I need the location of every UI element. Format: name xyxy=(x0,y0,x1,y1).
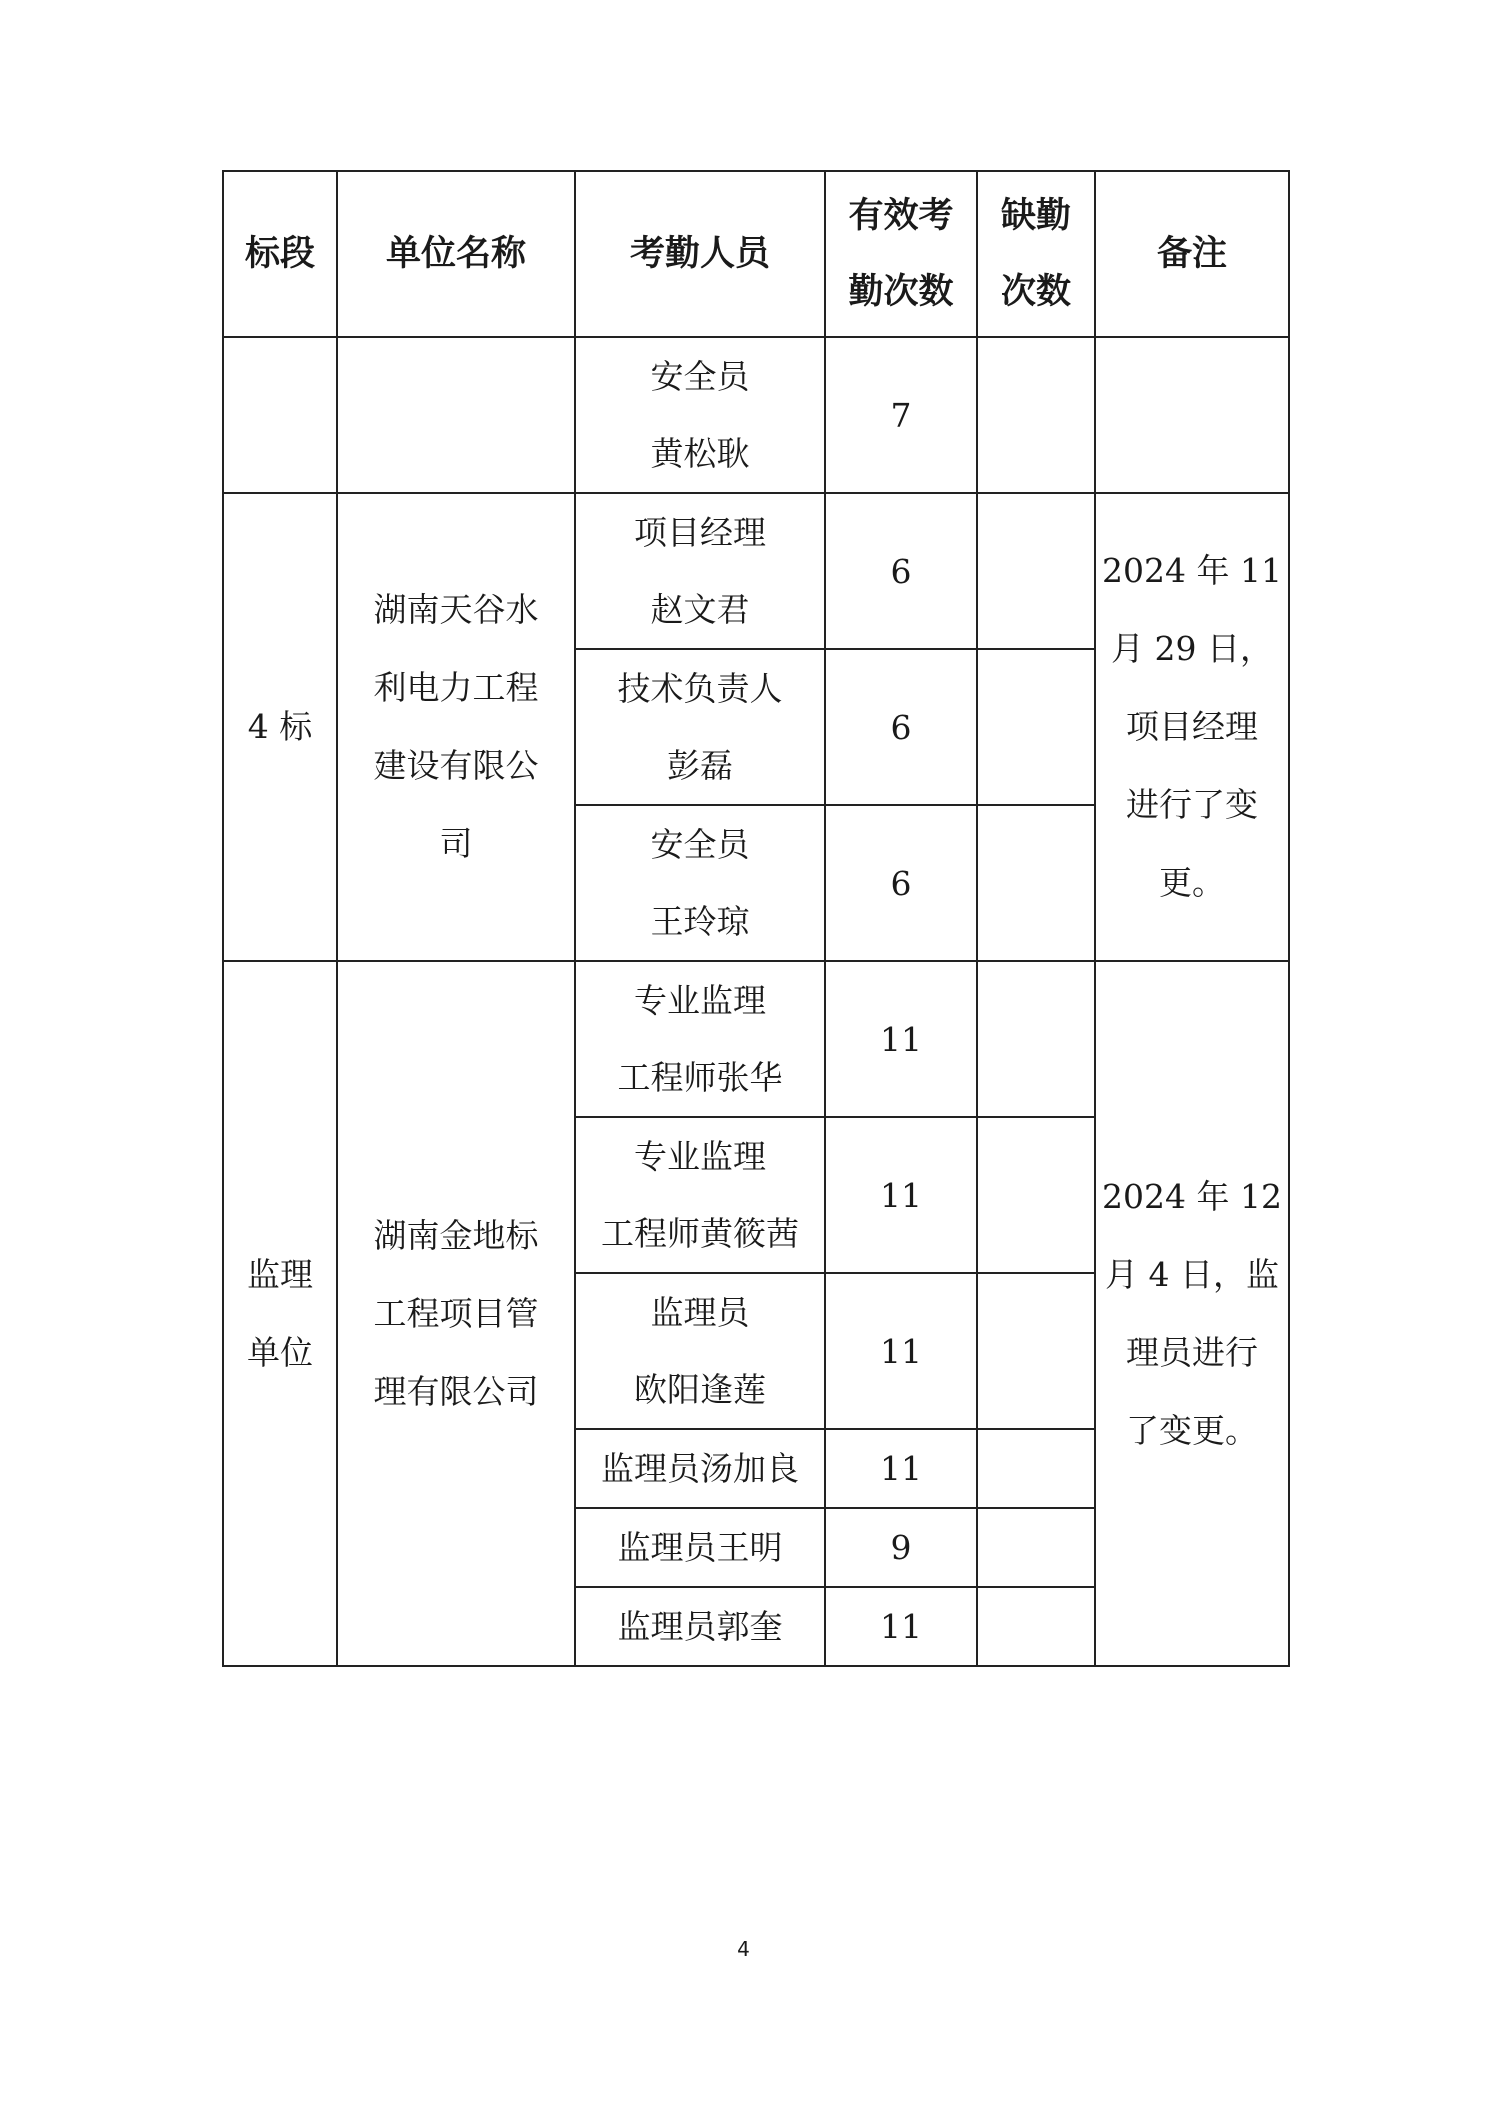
unit-line: 建设有限公 xyxy=(373,746,539,785)
staff-role: 技术负责人 xyxy=(617,669,783,708)
section-cell-tender4: 4 标 xyxy=(223,493,337,961)
header-section: 标段 xyxy=(223,171,337,337)
absent-count xyxy=(977,961,1095,1117)
header-valid-line1: 有效考 xyxy=(848,195,954,236)
staff-name: 王玲琼 xyxy=(650,902,750,941)
staff-cell: 监理员郭奎 xyxy=(575,1587,825,1666)
staff-role: 监理员 xyxy=(650,1293,750,1332)
header-absent-line1: 缺勤 xyxy=(1000,195,1071,236)
unit-line: 湖南天谷水 xyxy=(373,590,539,629)
valid-count: 11 xyxy=(825,1117,977,1273)
staff-name: 工程师黄筱茜 xyxy=(601,1214,799,1253)
staff-cell xyxy=(575,493,825,649)
remark-line: 2024 年 12 xyxy=(1102,1176,1282,1216)
absent-count xyxy=(977,1587,1095,1666)
remark-cell-tender4 xyxy=(1095,493,1289,961)
section-line: 单位 xyxy=(247,1332,313,1372)
staff-role: 安全员 xyxy=(650,357,750,396)
valid-count: 9 xyxy=(825,1508,977,1587)
staff-name: 黄松耿 xyxy=(650,434,750,473)
staff-name: 工程师张华 xyxy=(617,1058,783,1097)
unit-line: 理有限公司 xyxy=(373,1371,539,1411)
header-absent-line2: 次数 xyxy=(1000,271,1071,312)
remark-cell-supervision xyxy=(1095,961,1289,1666)
staff-cell xyxy=(575,337,825,493)
staff-role: 专业监理 xyxy=(634,981,766,1020)
table-row xyxy=(223,961,1289,1117)
section-cell-supervision xyxy=(223,961,337,1666)
staff-cell xyxy=(575,649,825,805)
valid-count: 6 xyxy=(825,649,977,805)
header-row xyxy=(223,171,1289,337)
valid-count: 11 xyxy=(825,1273,977,1429)
header-valid xyxy=(825,171,977,337)
section-line: 监理 xyxy=(247,1254,313,1294)
staff-cell: 监理员王明 xyxy=(575,1508,825,1587)
absent-count xyxy=(977,649,1095,805)
table-row xyxy=(223,493,1289,649)
staff-role: 项目经理 xyxy=(634,513,766,552)
staff-cell xyxy=(575,1273,825,1429)
header-valid-line2: 勤次数 xyxy=(848,271,954,312)
valid-count: 11 xyxy=(825,1587,977,1666)
remark-line: 2024 年 11 xyxy=(1102,551,1282,590)
unit-line: 湖南金地标 xyxy=(373,1215,539,1255)
absent-count xyxy=(977,1273,1095,1429)
valid-count: 7 xyxy=(825,337,977,493)
remark-line: 项目经理 xyxy=(1126,707,1258,746)
remark-cell xyxy=(1095,337,1289,493)
absent-count xyxy=(977,1508,1095,1587)
unit-line: 工程项目管 xyxy=(373,1293,539,1333)
staff-name: 彭磊 xyxy=(667,746,733,785)
remark-line: 月 4 日，监 xyxy=(1105,1254,1279,1294)
header-absent xyxy=(977,171,1095,337)
staff-cell xyxy=(575,1117,825,1273)
valid-count: 11 xyxy=(825,961,977,1117)
absent-count xyxy=(977,337,1095,493)
unit-cell-supervision xyxy=(337,961,575,1666)
unit-cell-tender4 xyxy=(337,493,575,961)
absent-count xyxy=(977,805,1095,961)
header-unit: 单位名称 xyxy=(337,171,575,337)
section-cell xyxy=(223,337,337,493)
staff-role: 专业监理 xyxy=(634,1137,766,1176)
absent-count xyxy=(977,1117,1095,1273)
staff-name: 赵文君 xyxy=(650,590,750,629)
staff-name: 欧阳逢莲 xyxy=(634,1370,766,1409)
unit-cell xyxy=(337,337,575,493)
attendance-table xyxy=(222,170,1290,1667)
remark-line: 理员进行 xyxy=(1126,1332,1258,1372)
valid-count: 6 xyxy=(825,805,977,961)
unit-line: 利电力工程 xyxy=(373,668,539,707)
table-row-continuation xyxy=(223,337,1289,493)
absent-count xyxy=(977,1429,1095,1508)
staff-cell: 监理员汤加良 xyxy=(575,1429,825,1508)
unit-line: 司 xyxy=(439,824,473,863)
remark-line: 进行了变 xyxy=(1126,785,1258,824)
absent-count xyxy=(977,493,1095,649)
remark-line: 月 29 日， xyxy=(1111,629,1273,668)
staff-cell xyxy=(575,961,825,1117)
remark-line: 了变更。 xyxy=(1126,1410,1258,1450)
page-number: 4 xyxy=(737,1937,750,1961)
header-staff: 考勤人员 xyxy=(575,171,825,337)
staff-cell xyxy=(575,805,825,961)
valid-count: 11 xyxy=(825,1429,977,1508)
staff-role: 安全员 xyxy=(650,825,750,864)
remark-line: 更。 xyxy=(1159,863,1225,902)
valid-count: 6 xyxy=(825,493,977,649)
header-remark: 备注 xyxy=(1095,171,1289,337)
